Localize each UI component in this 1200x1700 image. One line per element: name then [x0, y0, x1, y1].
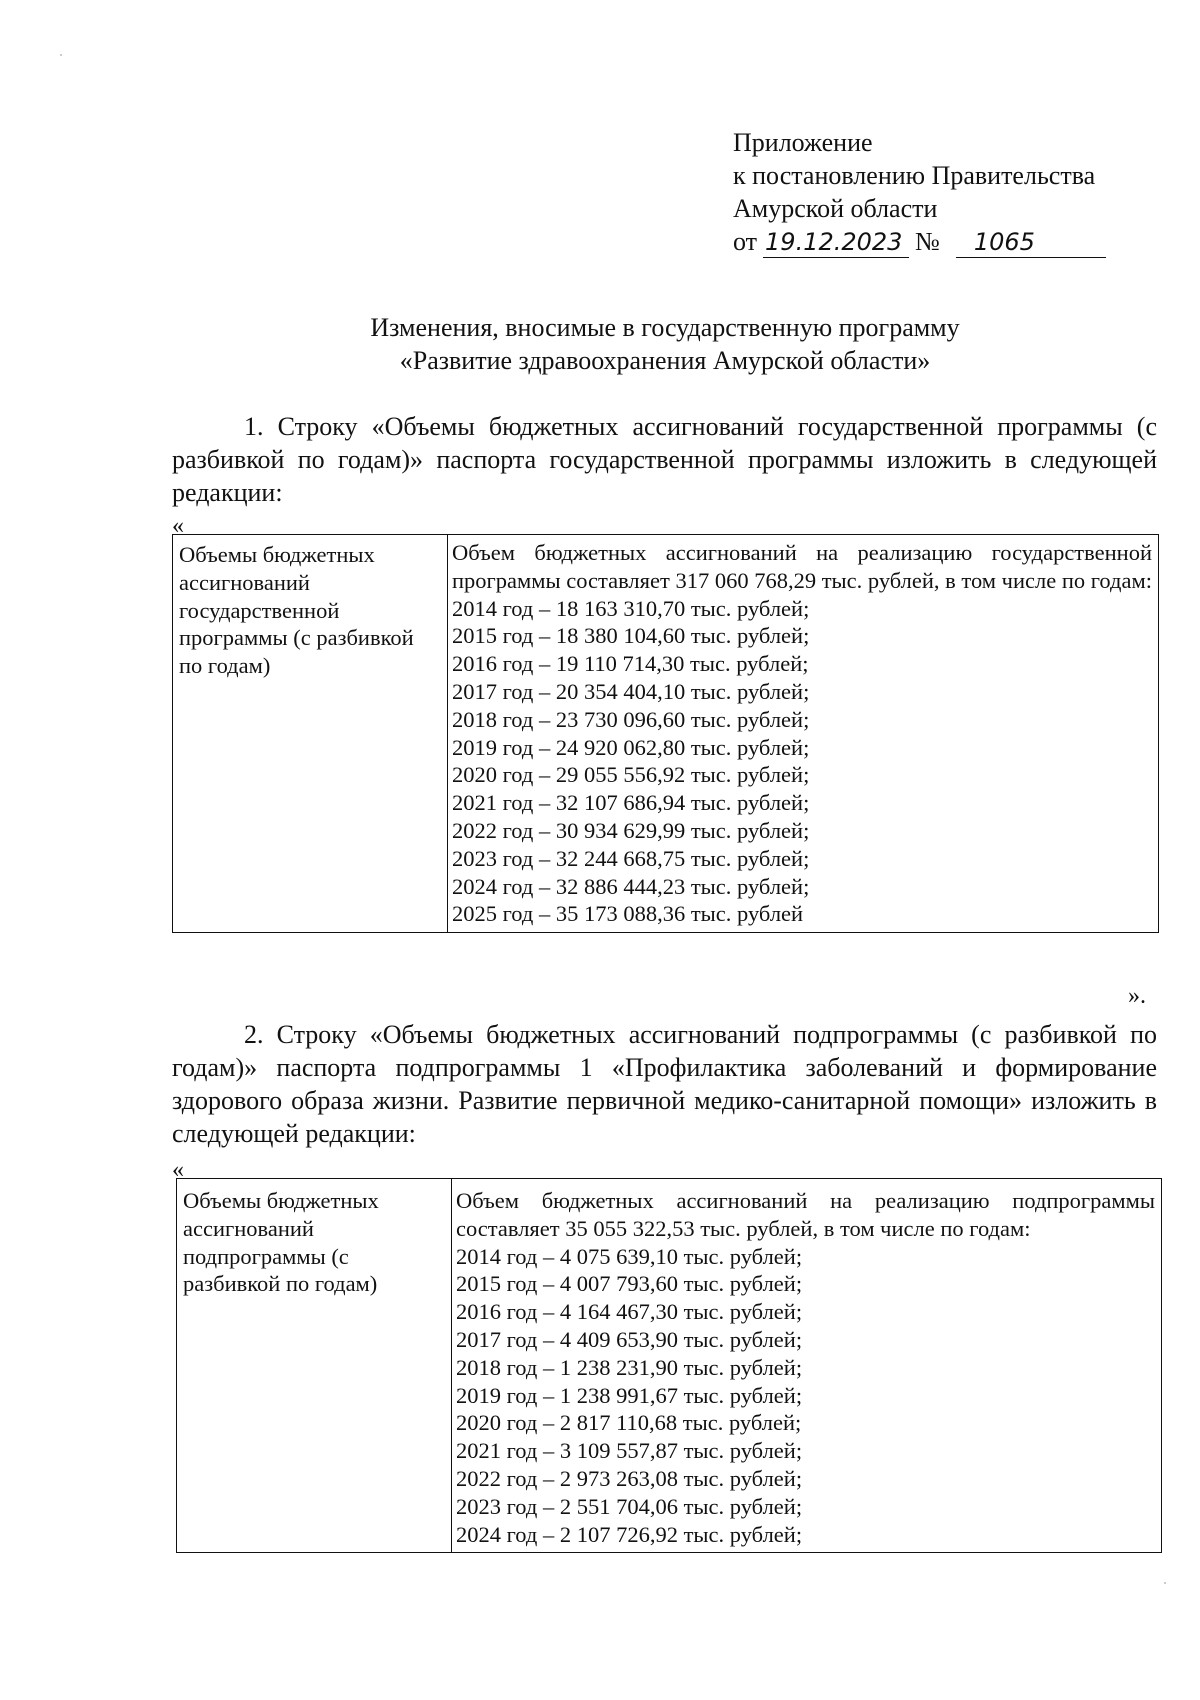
section-1-paragraph [172, 410, 1157, 509]
section-1-text: 1. Строку «Объемы бюджетных ассигнований государственной программы (с разбивкой по годам)» паспорта государственной программы изложить в следующей редакции: [172, 412, 1157, 507]
year-line: 2015 год – 18 380 104,60 тыс. рублей; [452, 623, 810, 649]
year-line: 2018 год – 23 730 096,60 тыс. рублей; [452, 706, 810, 732]
year-line: 2021 год – 32 107 686,94 тыс. рублей; [452, 790, 810, 816]
section-1-close-quote: ». [1128, 983, 1146, 1009]
date-prefix: от [733, 227, 758, 256]
year-line: 2023 год – 32 244 668,75 тыс. рублей; [452, 845, 810, 871]
year-line: 2024 год – 32 886 444,23 тыс. рублей; [452, 873, 810, 899]
section-1-intro: Объем бюджетных ассигнований на реализацию государственной программы составляет 317 060 768,29 тыс. рублей, в том числе по годам: [452, 540, 1152, 593]
year-line: 2023 год – 2 551 704,06 тыс. рублей; [456, 1493, 803, 1519]
appendix-block [733, 126, 1112, 258]
handwritten-number: 1065 [956, 227, 1106, 258]
appendix-line-1: Приложение [733, 128, 873, 157]
year-line: 2016 год – 19 110 714,30 тыс. рублей; [452, 651, 809, 677]
year-line: 2014 год – 18 163 310,70 тыс. рублей; [452, 595, 810, 621]
section-2-label-cell: Объемы бюджетных ассигнований подпрограммы (с разбивкой по годам) [177, 1179, 452, 1553]
scan-speck [60, 54, 62, 56]
section-2-open-quote: « [172, 1157, 184, 1183]
title-line-2: «Развитие здравоохранения Амурской области» [399, 346, 931, 375]
appendix-line-2: к постановлению Правительства [733, 161, 1096, 190]
section-2-paragraph [172, 1018, 1157, 1150]
table-row [177, 1179, 1162, 1553]
section-1-value-cell [448, 535, 1159, 933]
year-line: 2018 год – 1 238 231,90 тыс. рублей; [456, 1354, 803, 1380]
section-2-table [176, 1178, 1162, 1553]
section-1-table [172, 534, 1159, 933]
year-line: 2022 год – 2 973 263,08 тыс. рублей; [456, 1465, 803, 1491]
year-line: 2017 год – 4 409 653,90 тыс. рублей; [456, 1326, 803, 1352]
scan-speck [1164, 1582, 1166, 1584]
year-line: 2020 год – 2 817 110,68 тыс. рублей; [456, 1410, 802, 1436]
title-line-1: Изменения, вносимые в государственную программу [370, 313, 960, 342]
section-2-intro: Объем бюджетных ассигнований на реализацию подпрограммы составляет 35 055 322,53 тыс. рублей, в том числе по годам: [456, 1188, 1155, 1241]
section-1-open-quote: « [172, 513, 184, 539]
year-line: 2019 год – 24 920 062,80 тыс. рублей; [452, 734, 810, 760]
year-line: 2022 год – 30 934 629,99 тыс. рублей; [452, 817, 810, 843]
section-2-value-cell [452, 1179, 1162, 1553]
appendix-line-3: Амурской области [733, 194, 938, 223]
handwritten-date: 19.12.2023 [763, 227, 909, 258]
year-line: 2014 год – 4 075 639,10 тыс. рублей; [456, 1243, 803, 1269]
year-line: 2019 год – 1 238 991,67 тыс. рублей; [456, 1382, 803, 1408]
year-line: 2021 год – 3 109 557,87 тыс. рублей; [456, 1438, 803, 1464]
year-line: 2016 год – 4 164 467,30 тыс. рублей; [456, 1299, 803, 1325]
year-line: 2025 год – 35 173 088,36 тыс. рублей [452, 901, 804, 927]
section-2-text: 2. Строку «Объемы бюджетных ассигнований подпрограммы (с разбивкой по годам)» паспорта подпрограммы 1 «Профилактика заболеваний и формирование здорового образа жизни. Развитие первичной медико-санитарной помощи» изложить в следующей редакции: [172, 1020, 1157, 1148]
year-line: 2015 год – 4 007 793,60 тыс. рублей; [456, 1271, 803, 1297]
number-sign: № [915, 227, 940, 256]
document-title [170, 311, 1160, 377]
year-line: 2024 год – 2 107 726,92 тыс. рублей; [456, 1521, 803, 1547]
year-line: 2017 год – 20 354 404,10 тыс. рублей; [452, 678, 810, 704]
appendix-date-number-line [733, 225, 1112, 258]
section-1-label-cell: Объемы бюджетных ассигнований государственной программы (с разбивкой по годам) [173, 535, 448, 933]
table-row [173, 535, 1159, 933]
year-line: 2020 год – 29 055 556,92 тыс. рублей; [452, 762, 810, 788]
